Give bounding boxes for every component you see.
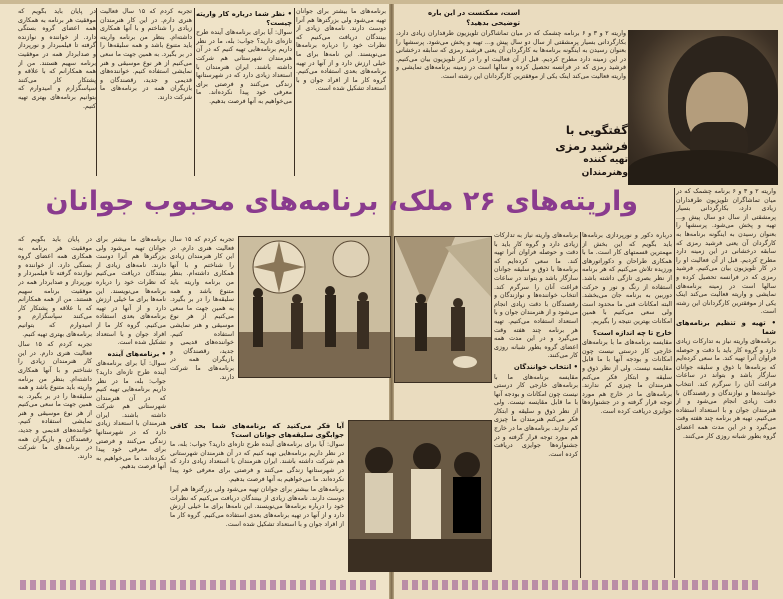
left-col-b: برنامه‌های ما بیشتر برای جوانان تهیه می‌شود ولی بزرگترها هم آنرا دوست دارند. نامه‌های زیادی از بینندگان دریافت می‌کنیم که نظرات خود را درباره برنامه‌ها می‌نویسند. این نامه‌ها برای ما خیلی ارزش دارد و از آنها در تهیه برنامه‌های بعدی استفاده می‌کنیم. گروه کار ما از افراد جوان و با استعداد تشکیل شده است. • برنامه‌های آینده سوال: آیا برای برنامه‌های آینده طرح تازه‌ای دارید؟ جواب: بله، ما در نظر داریم برنامه‌هایی تهیه کنیم که در آن هنرمندان شهرستانی هم شرکت داشته باشند. ایران هنرمندان با استعداد زیادی دارد که در شهرستانها زندگی می‌کنند و فرصتی برای معرفی خود پیدا نکرده‌اند. ما می‌خواهیم به آنها فرصت بدهیم.	[96, 236, 166, 471]
left-top-col-3: تجربه کردم که ۱۵ سال فعالیت هنری دارم. در این کار هنرمندان زیادی را شناختم و با آنها همکاری داشته‌ام. بنظر من برنامه واریته باید متنوع باشد و همه سلیقه‌ها را در بر بگیرد. به همین جهت ما سعی می‌کنیم از هر نوع موسیقی و هنر نمایشی استفاده کنیم. خواننده‌های قدیمی و جدید، رقصندگان و بازیگران همه در برنامه‌های ما شرکت دارند.	[100, 8, 192, 101]
intro-column: واریته ۲ و ۳ و ۶ برنامه چشمک که در میان تماشاگران تلویزیون طرفداران زیادی دارد، بکارگردانی بسیار پرمشقتی از سال دو سال پیش و... تهیه و پخش می‌شود. پرسشها را بعنوان رسیدن به اینگونه برنامه‌ها به کارگردان آن یعنی فرشید رمزی که سابقه درخشانی در این زمینه دارد مطرح کردیم. قبل از آن فعالیت او را در کار تلویزیون بیان می‌کنیم. فرشید رمزی که در فرانسه تحصیل کرده و سالها است در زمینه برنامه‌های نمایشی و واریته فعالیت می‌کند اینک یکی از موفقترین کارگردانان این رشته است.	[396, 30, 626, 80]
stage-scene	[239, 237, 390, 377]
left-col-a: تجربه کردم که ۱۵ سال فعالیت هنری دارم. در این کار هنرمندان زیادی را شناختم و با آنها همکاری داشته‌ام. بنظر من برنامه واریته باید متنوع باشد و همه سلیقه‌ها را در بر بگیرد. به همین جهت ما سعی می‌کنیم از هر نوع موسیقی و هنر نمایشی استفاده کنیم. خواننده‌های قدیمی و جدید، رقصندگان و بازیگران همه در برنامه‌های ما شرکت دارند.	[170, 236, 234, 381]
left-col-d: آیا فکر می‌کنید که برنامه‌های شما بحد کافی جوابگوی سلیقه‌های جوانان است؟ سوال: آیا برای برنامه‌های آینده طرح تازه‌ای دارید؟ جواب: بله، ما در نظر داریم برنامه‌هایی تهیه کنیم که در آن هنرمندان شهرستانی هم شرکت داشته باشند. ایران هنرمندان با استعداد زیادی دارد که در شهرستانها زندگی می‌کنند و فرصتی برای معرفی خود پیدا نکرده‌اند. ما می‌خواهیم به آنها فرصت بدهیم. برنامه‌های ما بیشتر برای جوانان تهیه می‌شود ولی بزرگترها هم آنرا دوست دارند. نامه‌های زیادی از بینندگان دریافت می‌کنیم که نظرات خود را درباره برنامه‌ها می‌نویسند. این نامه‌ها برای ما خیلی ارزش دارد و از آنها در تهیه برنامه‌های بعدی استفاده می‌کنیم. گروه کار ما از افراد جوان و با استعداد تشکیل شده است.	[170, 422, 344, 528]
title-line-4: وهنرمندان	[581, 168, 628, 178]
title-line-2: فرشید رمزی	[555, 139, 628, 153]
column-rule-3	[294, 8, 295, 176]
subhead-a: • نظر شما درباره کار واریته چیست؟	[196, 10, 292, 27]
stage-scene-right	[395, 237, 491, 382]
right-footer-ornament	[402, 580, 762, 590]
right-col-b: درباره دکور و نورپردازی برنامه‌ها باید بگویم که این بخش از مهمترین قسمتهای کار است. ما با همکاری طراحان و دکوراتورهای ورزیده تلاش می‌کنیم که هر برنامه از نظر بصری تازگی داشته باشد. استفاده از رنگ و نور و حرکت دوربین به برنامه جان می‌بخشد. البته امکانات فنی ما محدود است ولی سعی می‌کنیم با همین امکانات بهترین نتیجه را بگیریم. خارج تا چه اندازه است؟ مقایسه برنامه‌های ما با برنامه‌های خارجی کار درستی نیست چون امکانات و بودجه آنها با ما قابل مقایسه نیست. ولی از نظر ذوق و سلیقه و ابتکار فکر می‌کنم هنرمندان ما چیزی کم ندارند. برنامه‌های ما در خارج هم مورد توجه قرار گرفته و در جشنواره‌ها جوایزی دریافت کرده است.	[582, 232, 672, 415]
left-top-col-2: • نظر شما درباره کار واریته چیست؟ سوال: آیا برای برنامه‌های آینده طرح تازه‌ای دارید؟ جواب: بله، ما در نظر داریم برنامه‌هایی تهیه کنیم که در آن هنرمندان شهرستانی هم شرکت داشته باشند. ایران هنرمندان با استعداد زیادی دارد که در شهرستانها زندگی می‌کنند و فرصتی برای معرفی خود پیدا نکرده‌اند. ما می‌خواهیم به آنها فرصت بدهیم.	[196, 10, 292, 105]
title-line-3: تهیه کننده	[583, 155, 628, 165]
interview-title	[528, 122, 628, 180]
spread-headline: واریته‌های ۲۶ ملک، برنامه‌های محبوب جوانان	[45, 186, 638, 217]
bottom-question: آیا فکر می‌کنید که برنامه‌های شما بحد کافی جوابگوی سلیقه‌های جوانان است؟	[170, 422, 344, 439]
group-scene	[349, 421, 491, 571]
right-col-a: واریته ۲ و ۳ و ۶ برنامه چشمک که در میان تماشاگران تلویزیون طرفداران زیادی دارد، بکارگردانی بسیار پرمشقتی از سال دو سال پیش و... تهیه و پخش می‌شود. پرسشها را بعنوان رسیدن به اینگونه برنامه‌ها به کارگردان آن یعنی فرشید رمزی که سابقه درخشانی در این زمینه دارد مطرح کردیم. قبل از آن فعالیت او را در کار تلویزیون بیان می‌کنیم. فرشید رمزی که در فرانسه تحصیل کرده و سالها است در زمینه برنامه‌های نمایشی و واریته فعالیت می‌کند اینک یکی از موفقترین کارگردانان این رشته است. • تهیه و تنظیم برنامه‌های شما برنامه‌های واریته نیاز به تدارکات زیادی دارد و گروه کار باید با دقت و حوصله فراوان آنرا تهیه کند. ما سعی کرده‌ایم که برنامه‌ها با ذوق و سلیقه جوانان سازگار باشد و بتواند در ساعات فراغت آنان را سرگرم کند. انتخاب خواننده‌ها و نوازندگان و رقصندگان با دقت زیادی انجام می‌شود و از هنرمندان جوان و با استعداد استفاده می‌کنیم. تهیه هر برنامه چند هفته وقت می‌گیرد و در این مدت همه اعضای گروه بطور شبانه روزی کار می‌کنند.	[676, 188, 776, 440]
group-photo	[348, 420, 492, 572]
column-rule-2	[194, 8, 195, 176]
left-col-c: در پایان باید بگویم که موفقیت هر برنامه به همکاری همه اعضای گروه بستگی دارد. از خواننده و نوازنده گرفته تا فیلمبردار و نورپرداز و صدابردار همه در موفقیت برنامه سهیم هستند. من از همه همکارانم که با علاقه و پشتکار کار می‌کنند سپاسگزارم و امیدوارم که بتوانیم برنامه‌های بهتری تهیه کنیم. تجربه کردم که ۱۵ سال فعالیت هنری دارم. در این کار هنرمندان زیادی را شناختم و با آنها همکاری داشته‌ام. بنظر من برنامه واریته باید متنوع باشد و همه سلیقه‌ها را در بر بگیرد. به همین جهت ما سعی می‌کنیم از هر نوع موسیقی و هنر نمایشی استفاده کنیم. خواننده‌های قدیمی و جدید، رقصندگان و بازیگران همه در برنامه‌های ما شرکت دارند.	[18, 236, 92, 460]
top-edge	[0, 0, 783, 4]
left-top-col-1: برنامه‌های ما بیشتر برای جوانان تهیه می‌شود ولی بزرگترها هم آنرا دوست دارند. نامه‌های زیادی از بینندگان دریافت می‌کنیم که نظرات خود را درباره برنامه‌ها می‌نویسند. این نامه‌ها برای ما خیلی ارزش دارد و از آنها در تهیه برنامه‌های بعدی استفاده می‌کنیم. گروه کار ما از افراد جوان و با استعداد تشکیل شده است.	[296, 8, 386, 93]
title-line-1: گفتگویی با	[565, 123, 628, 137]
subhead-b: • تهیه و تنظیم برنامه‌های شما	[676, 318, 776, 336]
stage-photo	[238, 236, 391, 378]
column-rule-4	[674, 188, 675, 578]
left-footer-ornament	[20, 580, 380, 590]
right-col-c: برنامه‌های واریته نیاز به تدارکات زیادی دارد و گروه کار باید با دقت و حوصله فراوان آنرا تهیه کند. ما سعی کرده‌ایم که برنامه‌ها با ذوق و سلیقه جوانان سازگار باشد و بتواند در ساعات فراغت آنان را سرگرم کند. انتخاب خواننده‌ها و نوازندگان و رقصندگان با دقت زیادی انجام می‌شود و از هنرمندان جوان و با استعداد استفاده می‌کنیم. تهیه هر برنامه چند هفته وقت می‌گیرد و در این مدت همه اعضای گروه بطور شبانه روزی کار می‌کنند. • انتخاب خوانندگان مقایسه برنامه‌های ما با برنامه‌های خارجی کار درستی نیست چون امکانات و بودجه آنها با ما قابل مقایسه نیست. ولی از نظر ذوق و سلیقه و ابتکار فکر می‌کنم هنرمندان ما چیزی کم ندارند. برنامه‌های ما در خارج هم مورد توجه قرار گرفته و در جشنواره‌ها جوایزی دریافت کرده است.	[494, 232, 578, 458]
column-rule-1	[96, 8, 97, 176]
column-rule-5	[580, 232, 581, 578]
portrait-shoulder	[628, 150, 778, 185]
intro-question: است، ممکنست در این باره توضیحی بدهید؟	[428, 9, 520, 27]
portrait-photo	[628, 30, 778, 185]
subhead-d: • برنامه‌های آینده	[107, 349, 166, 358]
subhead-c: • انتخاب خوانندگان	[513, 362, 578, 371]
left-top-col-4: در پایان باید بگویم که موفقیت هر برنامه به همکاری همه اعضای گروه بستگی دارد. از خواننده و نوازنده گرفته تا فیلمبردار و نورپرداز و صدابردار همه در موفقیت برنامه سهیم هستند. من از همه همکارانم که با علاقه و پشتکار کار می‌کنند سپاسگزارم و امیدوارم که بتوانیم برنامه‌های بهتری تهیه کنیم.	[18, 8, 96, 110]
stage-photo-right	[394, 236, 492, 383]
mid-question: خارج تا چه اندازه است؟	[592, 328, 672, 337]
